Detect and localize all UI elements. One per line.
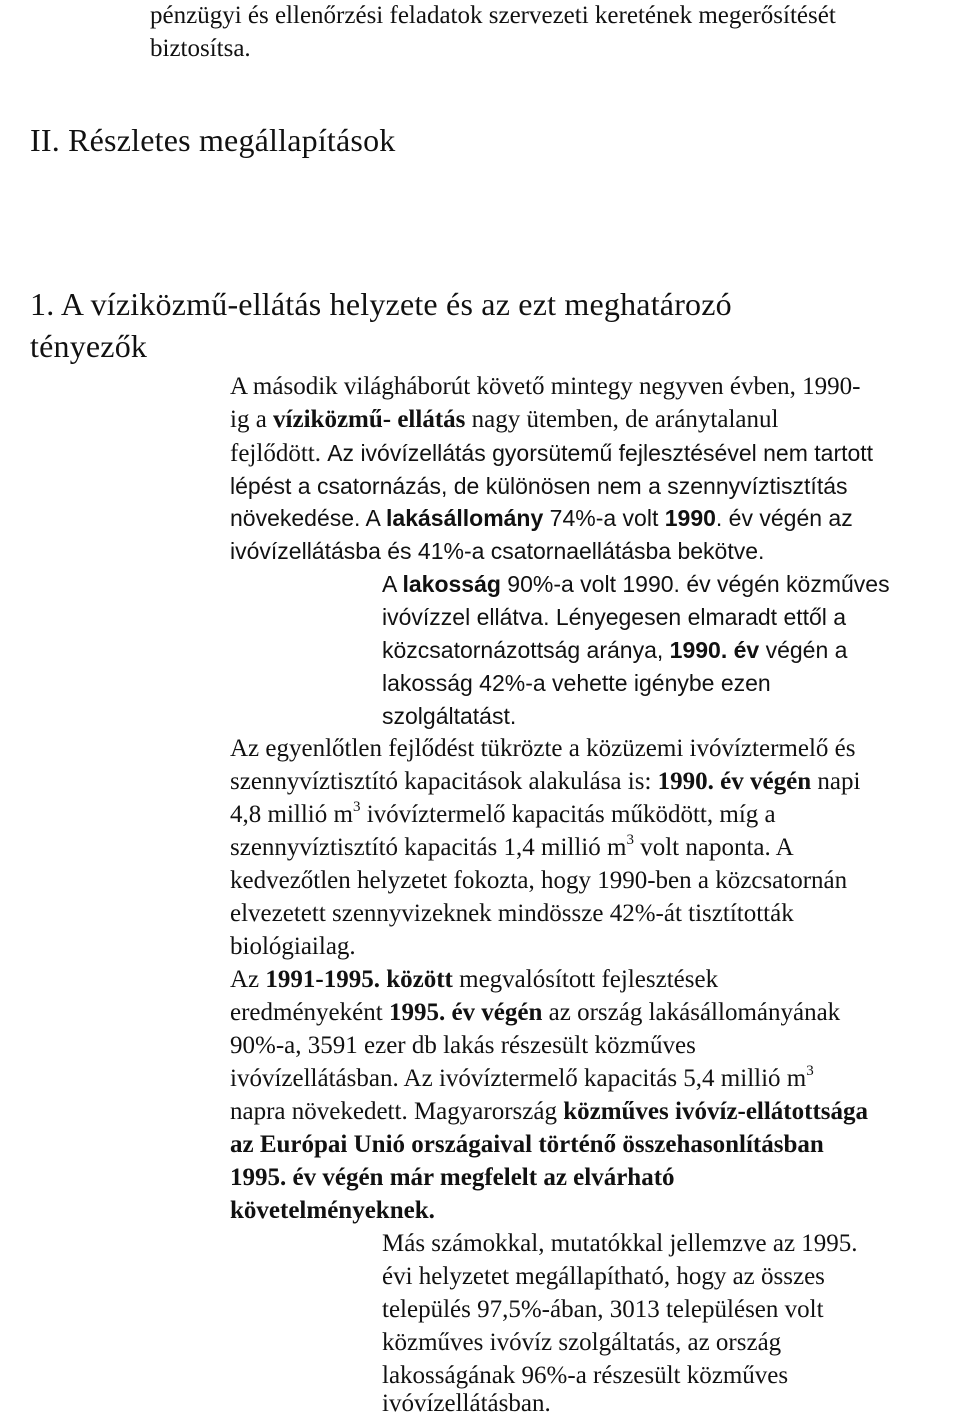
p4-line-8 xyxy=(230,1195,435,1227)
p4-bold-date: 1991-1995. között xyxy=(265,966,453,993)
p3-text: volt naponta. A xyxy=(633,834,794,861)
p3-text: ivóvíztermelő kapacitás működött, míg a xyxy=(360,801,776,828)
p3-line-4 xyxy=(230,832,794,864)
p1-bold-term: víziközmű- ellátás xyxy=(273,406,466,433)
p3-line-3 xyxy=(230,799,776,831)
p2-text: végén a xyxy=(759,637,848,663)
section-heading: II. Részletes megállapítások xyxy=(30,122,396,158)
p4-line-4 xyxy=(230,1063,814,1095)
p1-line-6: ivóvízellátásba és 41%-a csatornaellátásba bekötve. xyxy=(230,538,765,564)
p4-bold-phrase: az Európai Unió országaival történő összehasonlításban xyxy=(230,1131,824,1158)
p1-bold-term: lakásállomány xyxy=(386,505,544,531)
subsection-heading-line-1: 1. A víziközmű-ellátás helyzete és az ezt meghatározó xyxy=(30,286,732,322)
p5-line-4: közműves ivóvíz szolgáltatás, az ország xyxy=(382,1329,782,1356)
p4-text: megvalósított fejlesztések xyxy=(452,966,719,993)
p5-line-1: Más számokkal, mutatókkal jellemzve az 1995. xyxy=(382,1230,858,1257)
p2-line-5: szolgáltatást. xyxy=(382,703,517,729)
p1-text: 74%-a volt xyxy=(543,505,665,531)
p5-line-5: lakosságának 96%-a részesült közműves xyxy=(382,1362,789,1389)
p1-text: . év végén az xyxy=(715,505,853,531)
p4-superscript: 3 xyxy=(806,1063,814,1079)
p3-text: szennyvíztisztító kapacitások alakulása is: xyxy=(230,768,658,795)
intro-line-1: pénzügyi és ellenőrzési feladatok szervezeti keretének megerősítését xyxy=(150,2,836,29)
p2-text: közcsatornázottság aránya, xyxy=(382,637,670,663)
p2-line-1 xyxy=(382,568,890,600)
p4-text: eredményeként xyxy=(230,999,389,1026)
p2-line-3 xyxy=(382,634,847,666)
p3-superscript: 3 xyxy=(626,832,634,848)
p4-bold-phrase: közműves ivóvíz-ellátottsága xyxy=(563,1098,869,1125)
p3-line-6: elvezetett szennyvizeknek mindössze 42%-át tisztították xyxy=(230,900,794,927)
subsection-heading-line-2: tényezők xyxy=(30,328,148,364)
p4-text: napra növekedett. Magyarország xyxy=(230,1098,564,1125)
p3-text: napi xyxy=(811,768,861,795)
p1-line-3 xyxy=(230,437,873,470)
p1-text: ig a xyxy=(230,406,274,433)
p4-text: az ország lakásállományának xyxy=(542,999,841,1026)
p5-line-3: település 97,5%-ában, 3013 településen volt xyxy=(382,1296,824,1323)
p4-line-1 xyxy=(230,964,718,996)
p4-line-2 xyxy=(230,997,840,1029)
p4-bold-date: 1995. év végén xyxy=(388,999,543,1026)
p5-line-6: ivóvízellátásban. xyxy=(382,1390,551,1417)
p4-line-7 xyxy=(230,1162,675,1194)
p1-line-2 xyxy=(230,404,778,436)
p1-bold-year: 1990 xyxy=(664,505,716,531)
p2-line-4: lakosság 42%-a vehette igénybe ezen xyxy=(382,670,771,696)
p2-line-2: ivóvízzel ellátva. Lényegesen elmaradt ettől a xyxy=(382,604,847,630)
p4-line-6 xyxy=(230,1129,824,1161)
p2-bold-term: lakosság xyxy=(402,571,501,597)
p1-line-1: A második világháborút követő mintegy negyven évben, 1990- xyxy=(230,373,861,400)
p4-bold-phrase: 1995. év végén már megfelelt az elvárható xyxy=(230,1164,675,1191)
p1-text: növekedése. A xyxy=(230,505,387,531)
p2-text: 90%-a volt 1990. év végén közműves xyxy=(500,571,890,597)
p3-bold-date: 1990. év végén xyxy=(657,768,812,795)
p4-text: Az xyxy=(230,966,266,993)
p1-text: fejlődött. xyxy=(230,440,328,467)
p1-sans-text: Az ivóvízellátás gyorsütemű fejlesztésével nem tartott xyxy=(327,440,874,466)
p4-line-3: 90%-a, 3591 ezer db lakás részesült közműves xyxy=(230,1032,696,1059)
p1-line-4: lépést a csatornázás, de különösen nem a szennyvíztisztítás xyxy=(230,473,848,499)
p3-line-5: kedvezőtlen helyzetet fokozta, hogy 1990-ben a közcsatornán xyxy=(230,867,848,894)
p1-text: nagy ütemben, de aránytalanul xyxy=(465,406,779,433)
p4-text: ivóvízellátásban. Az ivóvíztermelő kapacitás 5,4 millió m xyxy=(230,1065,807,1092)
p4-bold-phrase: követelményeknek. xyxy=(230,1197,435,1224)
p3-line-2 xyxy=(230,766,860,798)
p3-text: szennyvíztisztító kapacitás 1,4 millió m xyxy=(230,834,627,861)
p4-line-5 xyxy=(230,1096,868,1128)
p1-line-5 xyxy=(230,502,853,534)
p3-text: 4,8 millió m xyxy=(230,801,353,828)
p3-superscript: 3 xyxy=(352,799,361,815)
p3-line-7: biológiailag. xyxy=(230,933,356,960)
p2-text: A xyxy=(382,571,403,597)
intro-line-2: biztosítsa. xyxy=(150,35,251,62)
p5-line-2: évi helyzetet megállapítható, hogy az összes xyxy=(382,1263,825,1290)
p3-line-1: Az egyenlőtlen fejlődést tükrözte a közüzemi ivóvíztermelő és xyxy=(230,735,856,762)
p2-bold-date: 1990. év xyxy=(669,637,760,663)
